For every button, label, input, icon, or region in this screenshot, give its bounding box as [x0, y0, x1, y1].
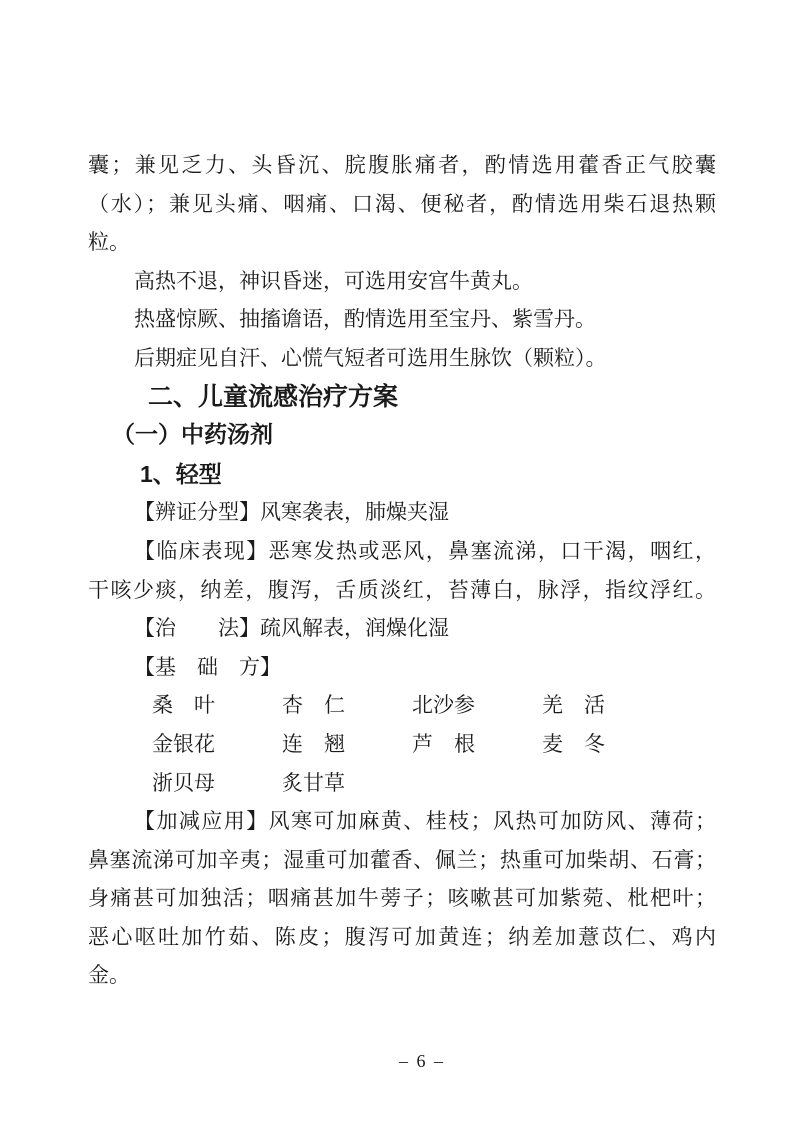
herb-item: 金银花 [152, 731, 215, 756]
herb-item: 芦 根 [412, 731, 475, 756]
herb-item: 麦 冬 [542, 731, 605, 756]
text-line: 恶心呕吐加竹茹、陈皮；腹泻可加黄连；纳差加薏苡仁、鸡内 [88, 924, 716, 949]
text-line: 【辨证分型】风寒袭表，肺燥夹湿 [134, 500, 449, 525]
text-line: 【加减应用】风寒可加麻黄、桂枝；风热可加防风、薄荷； [134, 809, 716, 834]
text-line: 干咳少痰，纳差，腹泻，舌质淡红，苔薄白，脉浮，指纹浮红。 [88, 577, 716, 602]
herb-item: 浙贝母 [152, 770, 215, 795]
heading-3: 1、轻型 [140, 460, 222, 487]
herb-item: 连 翘 [282, 731, 345, 756]
herb-row [88, 764, 716, 803]
herb-item: 桑 叶 [152, 693, 215, 718]
herb-row [88, 725, 716, 764]
heading-2: （一）中药汤剂 [112, 422, 273, 448]
herb-item: 杏 仁 [282, 693, 345, 718]
text-line: 鼻塞流涕可加辛夷；湿重可加藿香、佩兰；热重可加柴胡、石膏； [88, 847, 716, 872]
herb-item: 北沙参 [412, 693, 475, 718]
text-line: 【基 础 方】 [134, 654, 281, 679]
text-line: 高热不退，神识昏迷，可选用安宫牛黄丸。 [134, 268, 533, 293]
text-line: 囊；兼见乏力、头昏沉、脘腹胀痛者，酌情选用藿香正气胶囊 [88, 153, 716, 177]
text-line: （水）；兼见头痛、咽痛、口渴、便秘者，酌情选用柴石退热颗 [88, 191, 716, 216]
text-line: 粒。 [88, 230, 130, 255]
text-line: 【治 法】疏风解表，润燥化湿 [134, 616, 449, 641]
document-body [88, 146, 716, 995]
text-line: 热盛惊厥、抽搐谵语，酌情选用至宝丹、紫雪丹。 [134, 307, 596, 332]
herb-row [88, 686, 716, 725]
herb-item: 炙甘草 [282, 770, 345, 795]
text-line: 身痛甚可加独活；咽痛甚加牛蒡子；咳嗽甚可加紫菀、枇杷叶； [88, 886, 716, 911]
text-line: 【临床表现】恶寒发热或恶风，鼻塞流涕，口干渴，咽红， [134, 538, 716, 563]
page-number: – 6 – [399, 1051, 445, 1071]
text-line: 后期症见自汗、心慌气短者可选用生脉饮（颗粒）。 [134, 345, 607, 370]
text-line: 金。 [88, 963, 130, 988]
herb-item: 羌 活 [542, 693, 605, 718]
heading-1: 二、儿童流感治疗方案 [148, 382, 399, 411]
